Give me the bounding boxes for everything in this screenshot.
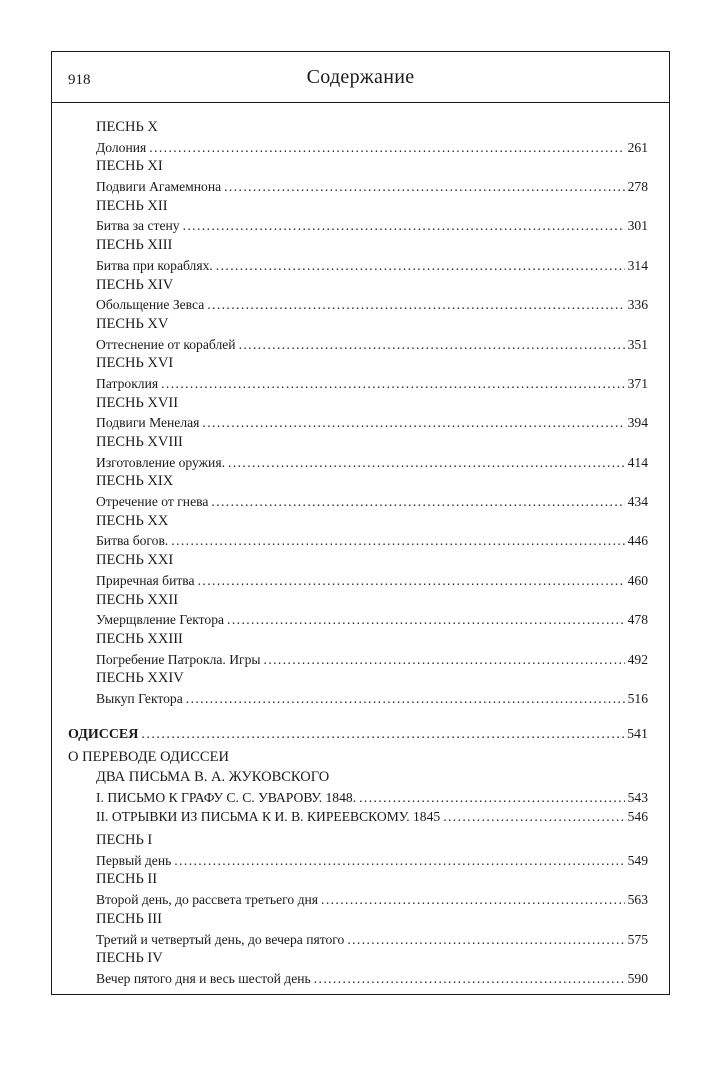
dot-leader — [207, 295, 624, 315]
page-number: 918 — [68, 72, 91, 88]
entry-page: 414 — [627, 454, 648, 470]
entry-page: 371 — [627, 375, 648, 391]
entry-page: 575 — [627, 931, 648, 947]
running-header — [52, 52, 669, 103]
dot-leader — [161, 374, 624, 394]
toc-entry[interactable] — [52, 890, 669, 910]
entry-page: 478 — [627, 612, 648, 628]
song-heading: ПЕСНЬ XIV — [96, 276, 174, 293]
entry-page: 301 — [627, 218, 648, 234]
song-heading: ПЕСНЬ XX — [96, 512, 169, 529]
entry-page: 460 — [627, 572, 648, 588]
dot-leader — [211, 492, 624, 512]
dot-leader — [171, 531, 624, 551]
dot-leader — [314, 969, 625, 989]
dot-leader — [239, 335, 625, 355]
entry-title: Битва при кораблях. — [96, 257, 213, 273]
toc-entry-odyssey[interactable] — [52, 725, 669, 745]
dot-leader — [186, 689, 625, 709]
toc-entry[interactable] — [52, 295, 669, 315]
toc-entry[interactable] — [52, 571, 669, 591]
entry-page: 261 — [627, 139, 648, 155]
toc-entry[interactable] — [52, 930, 669, 950]
song-heading: ПЕСНЬ XII — [96, 197, 168, 214]
song-heading: ПЕСНЬ I — [96, 832, 153, 849]
page-title: Содержание — [306, 66, 415, 88]
song-heading: ПЕСНЬ XVIII — [96, 434, 183, 450]
entry-title: Второй день, до рассвета третьего дня — [96, 892, 319, 908]
entry-title: ОДИССЕЯ — [68, 726, 139, 742]
entry-page: 351 — [627, 336, 648, 352]
toc-entry[interactable] — [52, 689, 669, 709]
dot-leader — [202, 413, 624, 433]
entry-page: 394 — [627, 415, 648, 431]
entry-title: Вечер пятого дня и весь шестой день — [96, 970, 311, 986]
song-heading: ПЕСНЬ XXII — [96, 591, 179, 608]
song-heading: ПЕСНЬ II — [96, 871, 158, 888]
song-heading: ПЕСНЬ XXIII — [96, 630, 183, 647]
entry-title: Отречение от гнева — [96, 494, 209, 510]
dot-leader — [198, 571, 625, 591]
entry-title: II. ОТРЫВКИ ИЗ ПИСЬМА К И. В. КИРЕЕВСКОМУ. 1845 — [96, 809, 441, 825]
entry-title: Третий и четвертый день, до вечера пятого — [96, 931, 345, 947]
entry-title: Долония — [96, 139, 147, 155]
entry-page: 563 — [627, 892, 648, 908]
toc-entry-letter[interactable] — [52, 788, 669, 808]
entry-title: Подвиги Агамемнона — [96, 179, 222, 195]
toc-entry[interactable] — [52, 531, 669, 551]
dot-leader — [174, 851, 624, 871]
dot-leader — [183, 216, 625, 236]
song-heading: ПЕСНЬ XXIV — [96, 670, 184, 687]
toc-entry[interactable] — [52, 216, 669, 236]
dot-leader — [228, 453, 625, 473]
odyssey-songs-list — [52, 831, 669, 989]
entry-title: Выкуп Гектора — [96, 690, 183, 706]
iliad-songs-list — [52, 118, 669, 709]
entry-page: 336 — [627, 297, 648, 313]
entry-page: 590 — [627, 970, 648, 986]
entry-page: 543 — [627, 789, 648, 805]
entry-title: Изготовление оружия. — [96, 454, 225, 470]
toc-entry[interactable] — [52, 650, 669, 670]
entry-page: 516 — [627, 690, 648, 706]
entry-title: Оттеснение от кораблей — [96, 336, 236, 352]
song-heading: ПЕСНЬ XXI — [96, 552, 174, 569]
entry-title: Первый день — [96, 852, 172, 868]
letters-heading: ДВА ПИСЬМА В. А. ЖУКОВСКОГО — [96, 769, 330, 785]
entry-page: 492 — [627, 651, 648, 667]
entry-page: 278 — [627, 179, 648, 195]
toc-entry[interactable] — [52, 453, 669, 473]
dot-leader — [264, 650, 625, 670]
entry-title: Умерщвление Гектора — [96, 612, 225, 628]
toc-entry[interactable] — [52, 177, 669, 197]
song-heading: ПЕСНЬ XIII — [96, 237, 173, 254]
song-heading: ПЕСНЬ X — [96, 119, 158, 135]
toc-entry[interactable] — [52, 969, 669, 989]
entry-title: Погребение Патрокла. Игры — [96, 651, 261, 667]
dot-leader — [149, 138, 624, 158]
entry-page: 546 — [627, 809, 648, 825]
song-heading: ПЕСНЬ IV — [96, 950, 163, 967]
entry-page: 446 — [627, 533, 648, 549]
toc-entry[interactable] — [52, 256, 669, 276]
entry-page: 314 — [627, 257, 648, 273]
toc-entry[interactable] — [52, 610, 669, 630]
entry-page: 541 — [627, 726, 648, 742]
translation-heading: О ПЕРЕВОДЕ ОДИССЕИ — [68, 749, 229, 766]
dot-leader — [227, 610, 625, 630]
dot-leader — [347, 930, 624, 950]
song-heading: ПЕСНЬ XVII — [96, 394, 179, 411]
entry-page: 549 — [627, 852, 648, 868]
entry-page: 434 — [627, 494, 648, 510]
song-heading: ПЕСНЬ XIX — [96, 473, 174, 490]
entry-title: Патроклия — [96, 375, 159, 391]
toc-entry[interactable] — [52, 851, 669, 871]
toc-entry[interactable] — [52, 335, 669, 355]
toc-entry-letter[interactable] — [52, 807, 669, 827]
toc-entry[interactable] — [52, 374, 669, 394]
entry-title: Приречная битва — [96, 572, 195, 588]
song-heading: ПЕСНЬ XVI — [96, 355, 174, 372]
song-heading: ПЕСНЬ XI — [96, 158, 163, 175]
entry-title: I. ПИСЬМО К ГРАФУ С. С. УВАРОВУ. 1848. — [96, 789, 357, 805]
page-frame — [51, 51, 670, 995]
dot-leader — [321, 890, 625, 910]
dot-leader — [359, 788, 625, 808]
entry-title: Битва за стену — [96, 218, 180, 234]
toc-entry[interactable] — [52, 138, 669, 158]
toc-entry[interactable] — [52, 413, 669, 433]
dot-leader — [224, 177, 624, 197]
dot-leader — [443, 807, 624, 827]
dot-leader — [141, 725, 624, 745]
song-heading: ПЕСНЬ XV — [96, 315, 169, 332]
song-heading: ПЕСНЬ III — [96, 910, 162, 927]
entry-title: Подвиги Менелая — [96, 415, 200, 431]
entry-title: Обольщение Зевса — [96, 297, 205, 313]
toc-content — [52, 118, 669, 989]
entry-title: Битва богов. — [96, 533, 169, 549]
toc-entry[interactable] — [52, 492, 669, 512]
dot-leader — [216, 256, 625, 276]
